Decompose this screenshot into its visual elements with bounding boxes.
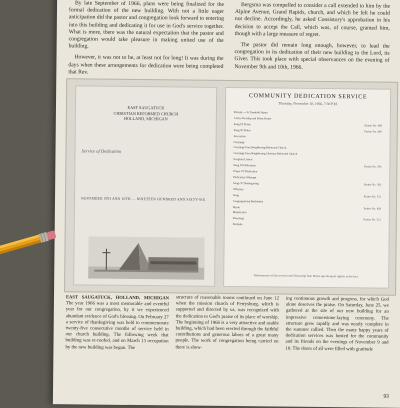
caption-text: ing continuous growth and progress, for which God alone deserves the praise. On Saturday, June 25, we gathered at the site of our new building for an impressive cornerstone-laying ceremony. The structure grew rapidly and was nearly complete in the summer rallied. Then the many happy years of dedication services was hosted for the community and its friends on the evenings of November 9 and 10. The doors of all were filled with gratitude (285, 297, 389, 353)
caption-text: structure of reasonable rooms continued on June 12 when the mission church of Ferrysburg, which is supported and directed by us, was recognized with the dedication to God's praise of its place of worship. The beginning of 1966 is a very attractive and usable building, which had been erected through the faithful contributions and generous labors of a great many people. The work of congregation being carried on there is show- (175, 295, 279, 350)
article-paragraph: The pastor did remain long enough, however, to lead the congregation in its dedication of their new building to the Lord, its Giver. This took place with special observances on the evening of November 9th and 10th, 1966. (234, 42, 389, 72)
order-item-label: Postlude (233, 222, 243, 228)
order-item-label: Song (233, 193, 239, 199)
article-left-column (68, 0, 224, 82)
pencil-image (0, 220, 70, 260)
article-paragraph: However, it was not to be, at least not for long! It was during the days when these arrangements for dedication were being completed that Rev. (68, 55, 223, 78)
order-item-reference: Psalter No. 396 (364, 165, 381, 171)
article-paragraph: Bergsma was compelled to consider a call extended to him by the Alpine Avenue, Grand Rapids, church, and which he felt he could not decline. Accordingly, he asked Consistory's approbation in his decision to accept the Call, which was, of course, granted him, though with a large measure of regret. (235, 2, 390, 40)
order-of-service-subtitle: Thursday, November 10, 1966, 7:30 P.M. (226, 101, 390, 107)
caption-text: The year 1966 was a most memorable and eventful year for our congregation, by it we experienced abundant evidence of God's blessing. On February 27 a service of thanksgiving was held to commemorate twenty-five consecutive months of service held in our church building. The following week that building was re-roofed, and on March 13 occupation by the new building was begun. The (65, 301, 169, 350)
order-item-reference: Psalter No. 312 (363, 218, 380, 224)
order-item-label: Offertory (233, 187, 244, 193)
order-item-label: Song Of Thanksgiving (233, 181, 258, 187)
order-of-service-row (233, 222, 381, 229)
program-cover-title: Service of Dedication (81, 148, 121, 153)
caption-column-1 (65, 294, 169, 352)
order-item-reference: Psalter No. 400 (364, 129, 381, 135)
program-cover-date: NOVEMBER 9TH AND 10TH — NINETEEN HUNDRED AND SIXTY-SIX (81, 196, 211, 201)
article-right-column (234, 2, 390, 76)
order-item-label: Song Of Praise (234, 122, 251, 128)
order-item-reference: Psalter No. 331 (364, 194, 381, 200)
order-of-service-title: COMMUNITY DEDICATION SERVICE (226, 93, 390, 101)
caption-heading: EAST SAUGATUCK, HOLLAND, MICHIGAN (66, 294, 169, 300)
order-of-service-list (233, 110, 382, 230)
caption-column-3 (285, 297, 389, 354)
order-item-label: Prayer Of Dedication (233, 169, 257, 175)
order-item-label: Congregational Meditation (233, 199, 263, 205)
order-item-label: Greetings from Neighboring Christian Reformed Church (233, 151, 297, 158)
cover-church-line: EAST SAUGATUCK (82, 104, 210, 111)
cover-church-line: CHRISTIAN REFORMED CHURCH (82, 110, 210, 117)
order-of-service-footer: Refreshments will be served in the Fellowship Hall. Please sign the guest register at the door. (232, 274, 380, 279)
order-item-label: Song Of Dedication (233, 163, 255, 169)
order-item-label: Song Of Praise (234, 128, 251, 134)
order-item-label: Benediction (233, 210, 247, 216)
magazine-page (53, 0, 400, 408)
order-item-reference: Psalter No. 408 (364, 123, 381, 129)
page-number: 93 (383, 394, 389, 400)
order-of-service-sheet (223, 87, 391, 289)
cover-church-line: HOLLAND, MICHIGAN (82, 116, 210, 123)
order-item-reference: Psalter No. 428 (364, 206, 381, 212)
order-item-label: Doxology (233, 216, 244, 222)
order-item-label: Scripture Lesson (233, 157, 252, 163)
order-item-label: Invocation (234, 134, 246, 140)
caption-column-2 (175, 295, 279, 352)
order-item-label: Greetings (234, 140, 245, 146)
program-cover (73, 85, 217, 286)
order-item-label: Prelude — In Thankful Hymn (234, 110, 268, 116)
article-paragraph: By late September of 1966, plans were being finalized for the formal dedication of the new building. With not a little eager anticipation did the pastor and congregation look forward to entering into this building and dedicating it for use in God's service together. What is more, there was the natural expectation that the pastor and congregation would take pleasure in making united use of the building. (69, 0, 225, 52)
dedication-program-photo (64, 78, 398, 295)
church-building-image (88, 237, 204, 280)
order-item-label: Hymn (233, 205, 240, 211)
order-item-label: Greetings from Neighboring Reformed Church (234, 145, 287, 151)
program-cover-heading (82, 104, 210, 122)
order-item-reference: Psalter No. 392 (364, 182, 381, 188)
order-item-label: Dedicatory Message (233, 175, 256, 181)
order-item-label: Call to Worship and Silent Prayer (234, 116, 272, 122)
article-text (69, 0, 395, 3)
